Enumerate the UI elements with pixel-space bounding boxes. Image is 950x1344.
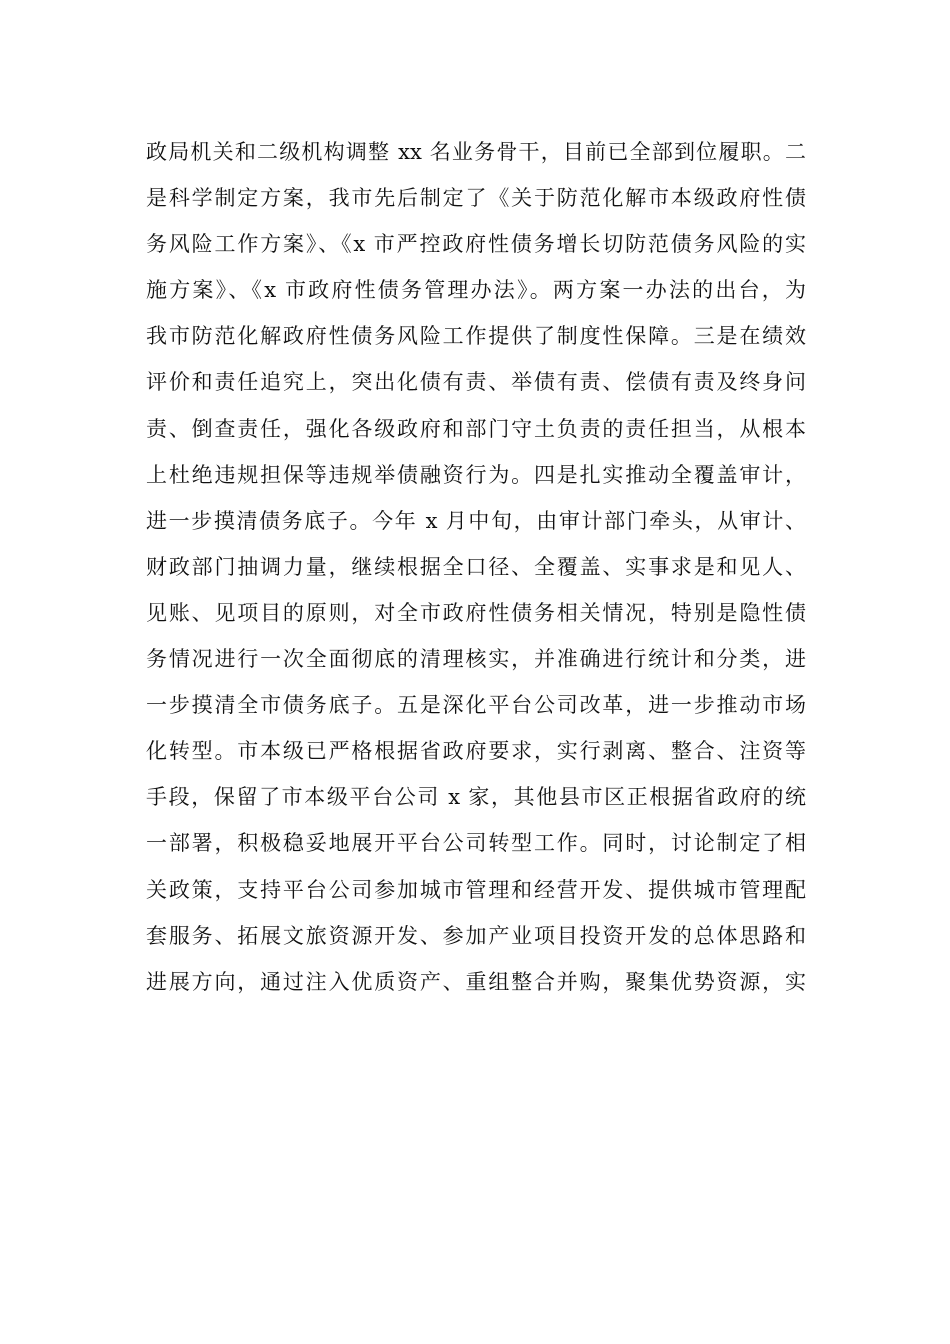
text-line: 评价和责任追究上，突出化债有责、举债有责、偿债有责及终身问 [146, 370, 806, 395]
text-line: 上杜绝违规担保等违规举债融资行为。四是扎实推动全覆盖审计， [146, 462, 806, 487]
text-line: 财政部门抽调力量，继续根据全口径、全覆盖、实事求是和见人、 [146, 554, 806, 579]
body-text [146, 129, 806, 1005]
text-line: 见账、见项目的原则，对全市政府性债务相关情况，特别是隐性债 [146, 600, 806, 625]
text-line: 套服务、拓展文旅资源开发、参加产业项目投资开发的总体思路和 [146, 923, 806, 948]
text-line: 施方案》、《x 市政府性债务管理办法》。两方案一办法的出台，为 [146, 278, 806, 303]
text-line: 务情况进行一次全面彻底的清理核实，并准确进行统计和分类，进 [146, 647, 806, 672]
text-line: 关政策，支持平台公司参加城市管理和经营开发、提供城市管理配 [146, 877, 806, 902]
text-line: 责、倒查责任，强化各级政府和部门守土负责的责任担当，从根本 [146, 416, 806, 441]
text-line: 政局机关和二级机构调整 xx 名业务骨干，目前已全部到位履职。二 [146, 140, 806, 164]
text-line: 是科学制定方案，我市先后制定了《关于防范化解市本级政府性债 [146, 186, 806, 211]
text-line: 一部署，积极稳妥地展开平台公司转型工作。同时，讨论制定了相 [146, 831, 806, 856]
text-line: 手段，保留了市本级平台公司 x 家，其他县市区正根据省政府的统 [146, 785, 806, 810]
text-line: 进展方向，通过注入优质资产、重组整合并购，聚集优势资源，实 [146, 969, 806, 994]
text-line: 务风险工作方案》、《x 市严控政府性债务增长切防范债务风险的实 [146, 232, 806, 257]
text-line: 我市防范化解政府性债务风险工作提供了制度性保障。三是在绩效 [146, 324, 806, 349]
text-line: 一步摸清全市债务底子。五是深化平台公司改革，进一步推动市场 [146, 693, 806, 718]
text-line: 化转型。市本级已严格根据省政府要求，实行剥离、整合、注资等 [146, 739, 806, 764]
text-line: 进一步摸清债务底子。今年 x 月中旬，由审计部门牵头，从审计、 [146, 508, 806, 533]
